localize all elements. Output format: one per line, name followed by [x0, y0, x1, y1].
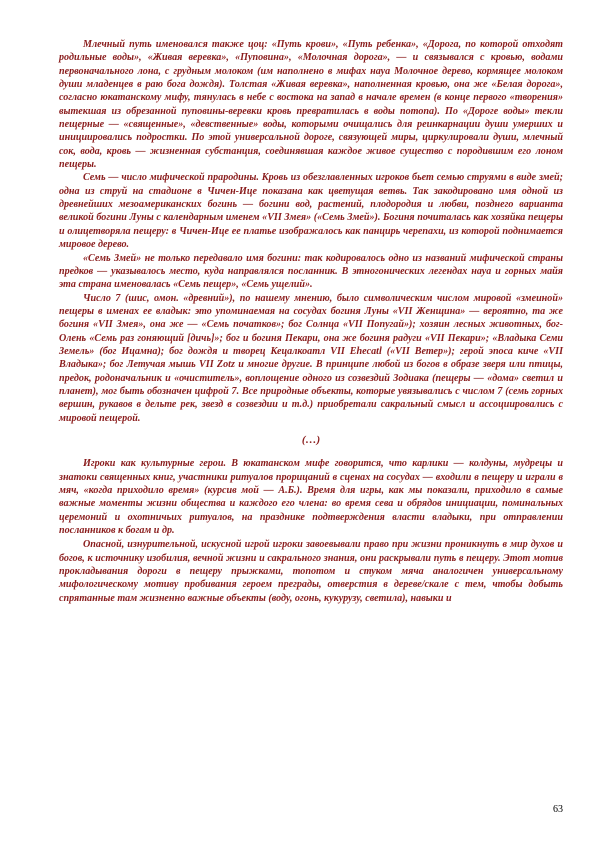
- paragraph-players-cultural-heroes: Игроки как культурные герои. В юкатанском мифе говорится, что карлики — колдуны, мудрецы и знатоки священных книг, участники ритуалов прорицаний в сценах на сосудах — входили в пещеру и играли в мяч, «когда приходило время» (курсив мой — А.Б.). Время для игры, как мы показали, приходило в самые важные моменты жизни общества и каждого его члена: во время сева и обрядов инициации, поминальных церемоний и охотничьих ритуалов, на празднике подтверждения власти владыки, при отправлении посланников к богам и др.: [59, 458, 563, 537]
- paragraph-dangerous-game: Опасной, изнурительной, искусной игрой игроки завоевывали право при жизни проникнуть в мир духов и богов, к источнику изобилия, вечной жизни и сакрального знания, они раскрывали путь в пещеру. Этот мотив прокладывания дороги в пещеру прыжками, топотом и стуком мяча аналогичен универсальному мифологическому мотиву пробивания героем преграды, отверстия в дереве/скале с тем, чтобы добыть спрятанные там жизненно важные объекты (воду, огонь, кукурузу, светила), навыки и: [59, 539, 563, 604]
- paragraph-seven-caves: «Семь Змей» не только передавало имя богини: так кодировалось одно из названий мифической страны предков — указывалось место, куда направлялся посланник. В этногонических легендах науа и горных майя эта страна именовалась «Семь пещер», «Семь ущелий».: [59, 252, 563, 291]
- page-number: 63: [553, 804, 563, 815]
- paragraph-seven-snakes-goddess: Семь — число мифической прародины. Кровь из обезглавленных игроков бьет семью струями в виде змей; одна из струй на стадионе в Чичен-Ице показана как цветущая ветвь. Так закодировано имя одной из древнейших мезоамериканских богинь — богини вод, растений, плодородия и любви, позднего варианта великой богини Луны с календарным именем «VII Змея» («Семь Змей»). Богиня почиталась как хозяйка пещеры и олицетворяла пещеру: в Чичен-Ице ее платье изображалось как панцирь черепахи, из которой поднимается мировое дерево.: [59, 172, 563, 251]
- paragraph-milky-way: Млечный путь именовался также цоц: «Путь крови», «Путь ребенка», «Дорога, по которой отходят родильные воды», «Живая веревка», «Пуповина», «Молочная дорога», — и связывался с кровью, водами первоначального лона, с грудным молоком (им наполнено в мифах науа Молочное дерево, кормящее молоком души младенцев в раю бога дождя). Толстая «Живая веревка», наполненная кровью, она же «Белая дорога», согласно юкатанскому мифу, тянулась в небе с востока на запад в начале времен (в конце первого «творения» вытекшая из обрезанной пуповины-веревки кровь превратилась в воды потопа). По «Дороге воды» текли пещерные — «священные», «девственные» воды, которыми очищались для реинкарнации души умерших и инициировались подростки. По этой универсальной дороге, связующей миры, циркулировали души, млечный сок, вода, кровь — жизненная субстанция, соединявшая каждое живое существо с породившим его лоном пещеры.: [59, 39, 563, 171]
- ellipsis-separator: (…): [301, 433, 321, 446]
- paragraph-number-seven: Число 7 (шис, омон. «древний»), по нашему мнению, было символическим числом мировой «змеиной» пещеры в именах ее владык: это упоминаемая на сосудах богиня Луны «VII Женщина» — вероятно, та же богиня «VII Змея», она же — «Семь початков»; бог Солнца «VII Попугай»); хозяин лесных животных, бог-Олень «Семь раз гоняющий [дичь]»; бог и богиня Пекари, она же богиня радуги «VII Пекари»; «Владыка Семи Земель» (бог Ицамна); бог дождя и творец Кецалкоатл VII Ehecatl («VII Ветер»); герой эпоса киче «VII Владыка»; бог Летучая мышь VII Zotz и многие другие. В принципе любой из богов в образе зверя или птицы, предок, родоначальник и «очиститель», воплощение одного из созвездий Зодиака (пещеры — «дома» светил и планет), мог быть обозначен цифрой 7. Все природные объекты, которые увязывались с числом 7 (семь горных вершин, рукавов в дельте рек, звезд в созвездии и т.д.) приобретали сакральный смысл и ассоциировались с мировой пещерой.: [59, 292, 563, 424]
- page-body: [59, 38, 563, 605]
